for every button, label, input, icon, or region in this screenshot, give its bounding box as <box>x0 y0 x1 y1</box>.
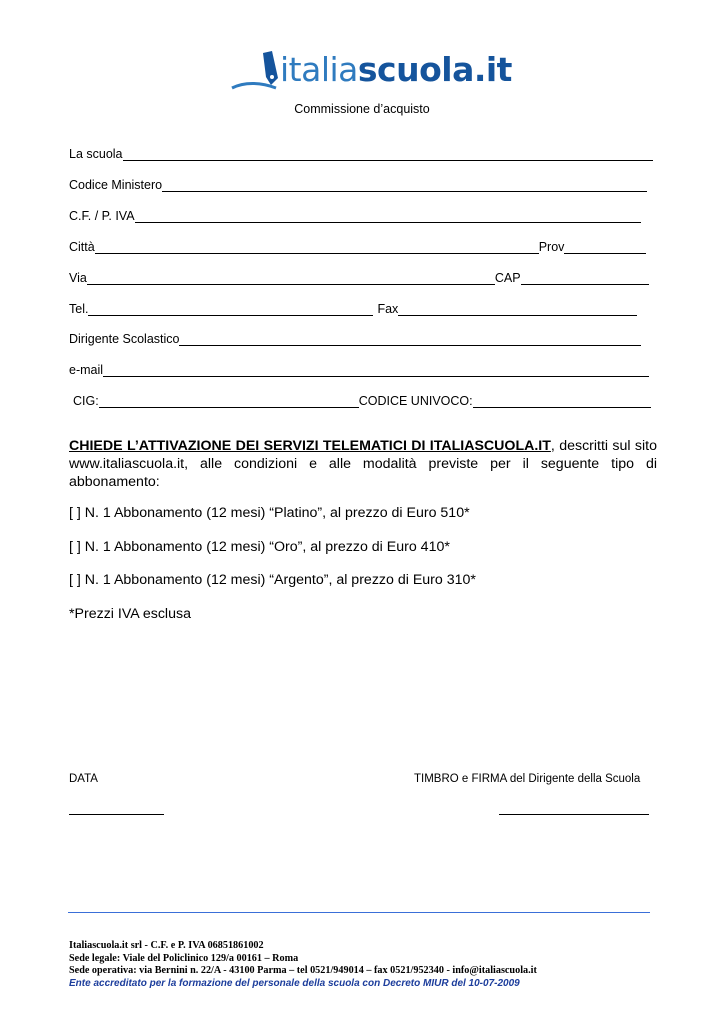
italiascuola-logo <box>230 48 512 98</box>
page-subtitle: Commissione d’acquisto <box>294 102 430 116</box>
field-scuola <box>69 145 653 161</box>
request-text: , descritti sul sito www.italiascuola.it, alle condizioni e alle modalità previste per il seguente tipo di abbonamento: <box>69 438 657 490</box>
firma-label: TIMBRO e FIRMA del Dirigente della Scuola <box>414 773 641 785</box>
label-cap: CAP <box>494 271 521 285</box>
field-dirigente <box>69 330 641 346</box>
data-label: DATA <box>69 773 98 785</box>
label-email: e-mail <box>69 363 104 377</box>
field-tel-fax <box>69 300 637 316</box>
logo-part-italia: italia <box>280 50 358 89</box>
label-prov: Prov <box>538 240 565 254</box>
footer-accreditation: Ente accreditato per la formazione del personale della scuola con Decreto MIUR del 10-07-2009 <box>69 977 520 989</box>
label-cf-piva: C.F. / P. IVA <box>69 209 135 223</box>
field-via-cap <box>69 269 649 285</box>
logo-part-scuola: scuola.it <box>357 50 512 89</box>
label-citta: Città <box>69 240 95 254</box>
option-oro[interactable]: [ ] N. 1 Abbonamento (12 mesi) “Oro”, al prezzo di Euro 410* <box>69 539 450 555</box>
field-email <box>69 361 649 377</box>
footer-divider <box>68 912 650 913</box>
data-signature-line[interactable] <box>69 813 164 815</box>
input-line-fax[interactable] <box>398 303 637 316</box>
input-line-via[interactable] <box>87 272 495 285</box>
field-cig-codice-univoco <box>73 392 651 408</box>
input-line-codice-univoco[interactable] <box>473 395 651 408</box>
logo-wordmark <box>280 50 512 89</box>
label-codice-ministero: Codice Ministero <box>69 178 163 192</box>
input-line-prov[interactable] <box>564 241 646 254</box>
input-line-citta[interactable] <box>95 241 539 254</box>
field-citta-prov <box>69 238 646 254</box>
price-note: *Prezzi IVA esclusa <box>69 606 191 622</box>
field-codice-ministero <box>69 176 647 192</box>
input-line-tel[interactable] <box>88 303 373 316</box>
option-argento[interactable]: [ ] N. 1 Abbonamento (12 mesi) “Argento”, al prezzo di Euro 310* <box>69 572 476 588</box>
input-line-cig[interactable] <box>99 395 359 408</box>
request-paragraph <box>69 437 657 491</box>
input-line-cf-piva[interactable] <box>135 210 641 223</box>
footer-company: Italiascuola.it srl - C.F. e P. IVA 06851861002 <box>69 940 264 951</box>
request-heading: CHIEDE L’ATTIVAZIONE DEI SERVIZI TELEMATICI DI ITALIASCUOLA.IT <box>69 438 551 454</box>
label-via: Via <box>69 271 87 285</box>
firma-signature-line[interactable] <box>499 813 649 815</box>
label-dirigente: Dirigente Scolastico <box>69 332 180 346</box>
input-line-scuola[interactable] <box>123 148 653 161</box>
label-codice-univoco: CODICE UNIVOCO: <box>358 394 473 408</box>
label-fax: Fax <box>377 302 399 316</box>
input-line-email[interactable] <box>103 364 649 377</box>
label-scuola: La scuola <box>69 147 123 161</box>
option-platino[interactable]: [ ] N. 1 Abbonamento (12 mesi) “Platino”, al prezzo di Euro 510* <box>69 505 470 521</box>
footer-operational-address: Sede operativa: via Bernini n. 22/A - 43100 Parma – tel 0521/949014 – fax 0521/952340 - info@italiascuola.it <box>69 965 537 976</box>
footer-legal-address: Sede legale: Viale del Policlinico 129/a 00161 – Roma <box>69 952 299 964</box>
input-line-codice-ministero[interactable] <box>162 179 647 192</box>
label-cig: CIG: <box>73 394 99 408</box>
field-cf-piva <box>69 207 641 223</box>
input-line-dirigente[interactable] <box>179 333 641 346</box>
footer <box>69 940 537 990</box>
input-line-cap[interactable] <box>521 272 649 285</box>
label-tel: Tel. <box>69 302 89 316</box>
